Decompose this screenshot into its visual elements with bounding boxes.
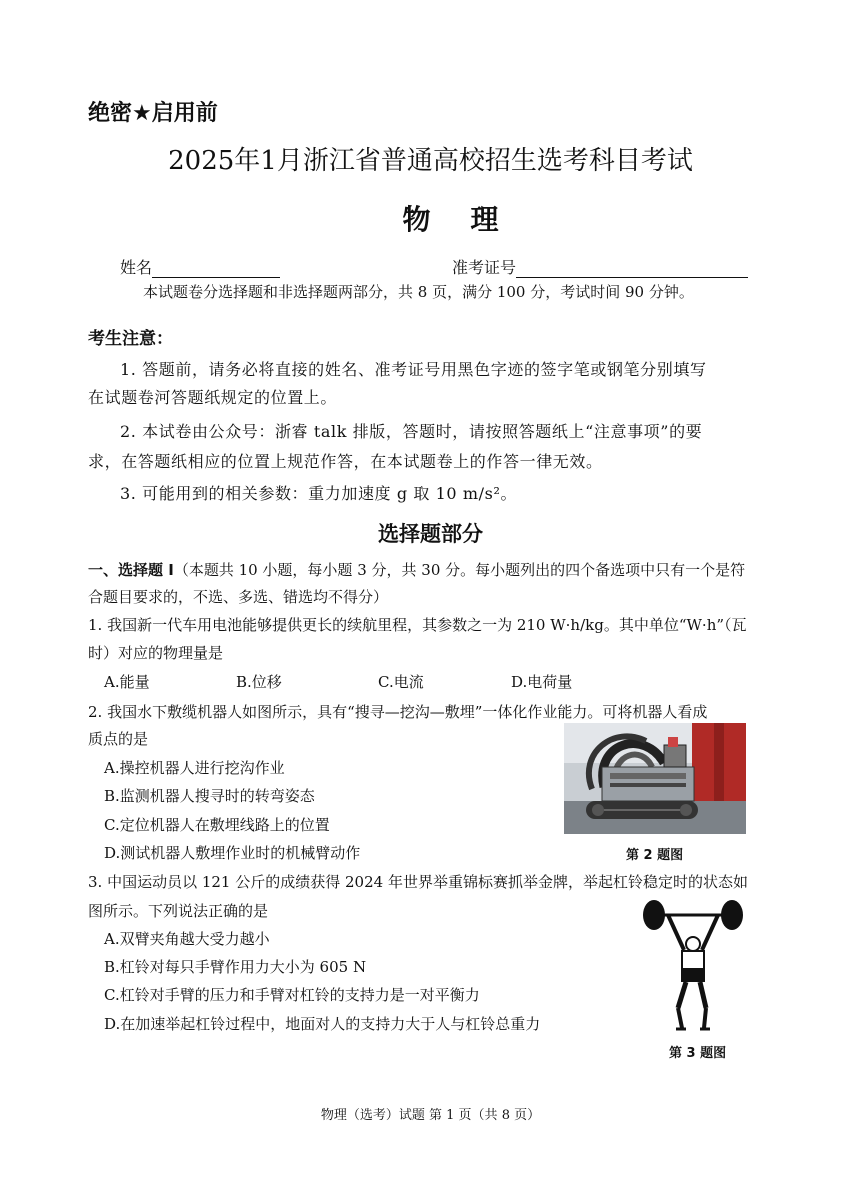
notice-item-1b: 在试题卷河答题纸规定的位置上。 <box>88 388 338 407</box>
q3-caption: 第 3 题图 <box>669 1046 727 1061</box>
q3-figure-weightlifter <box>640 898 746 1034</box>
id-blank[interactable] <box>516 259 748 278</box>
q3-option-d[interactable]: D.在加速举起杠铃过程中，地面对人的支持力大于人与杠铃总重力 <box>104 1015 541 1033</box>
part-label: 一、选择题 I <box>88 561 174 579</box>
q3-stem-b: 图所示。下列说法正确的是 <box>88 902 269 920</box>
q2-option-a[interactable]: A.操控机器人进行挖沟作业 <box>104 759 285 777</box>
name-blank[interactable] <box>152 259 280 278</box>
q2-caption: 第 2 题图 <box>626 848 684 863</box>
q2-option-d[interactable]: D.测试机器人敷埋作业时的机械臂动作 <box>104 844 361 862</box>
exam-info: 本试题卷分选择题和非选择题两部分，共 8 页，满分 100 分，考试时间 90 分钟。 <box>143 283 694 301</box>
notice-item-2a: 2. 本试卷由公众号：浙睿 talk 排版，答题时，请按照答题纸上“注意事项”的要 <box>120 422 703 441</box>
weightlifter-icon <box>640 898 746 1034</box>
notice-heading: 考生注意： <box>88 329 173 349</box>
q1-option-d[interactable]: D.电荷量 <box>511 673 573 691</box>
part-desc-a: （本题共 10 小题，每小题 3 分，共 30 分。每小题列出的四个备选项中只有一个是符 <box>173 561 746 579</box>
cable-robot-icon <box>564 723 746 834</box>
exam-title: 2025年1月浙江省普通高校招生选考科目考试 <box>168 146 693 176</box>
q1-option-a[interactable]: A.能量 <box>104 673 150 691</box>
q2-option-b[interactable]: B.监测机器人搜寻时的转弯姿态 <box>104 787 315 805</box>
notice-item-3: 3. 可能用到的相关参数：重力加速度 g 取 10 m/s²。 <box>120 484 518 503</box>
q3-option-b[interactable]: B.杠铃对每只手臂作用力大小为 605 N <box>104 958 367 976</box>
notice-item-2b: 求，在答题纸相应的位置上规范作答，在本试题卷上的作答一律无效。 <box>88 452 603 471</box>
q2-stem-b: 质点的是 <box>88 730 149 748</box>
q3-stem-a: 3. 中国运动员以 121 公斤的成绩获得 2024 年世界举重锦标赛抓举金牌，举起杠铃稳定时的状态如 <box>88 873 748 891</box>
name-label: 姓名 <box>120 258 153 277</box>
part-desc-b: 合题目要求的，不选、多选、错选均不得分） <box>88 588 389 606</box>
q1-stem-b: 时）对应的物理量是 <box>88 644 224 662</box>
id-field[interactable] <box>452 255 748 278</box>
subject-title: 物理 <box>402 203 539 236</box>
q1-stem-a: 1. 我国新一代车用电池能够提供更长的续航里程，其参数之一为 210 W·h/kg。其中单位“W·h”（瓦 <box>88 616 747 634</box>
name-field[interactable] <box>120 255 280 278</box>
q2-stem-a: 2. 我国水下敷缆机器人如图所示，具有“搜寻—挖沟—敷埋”一体化作业能力。可将机器人看成 <box>88 703 708 721</box>
part-heading <box>88 559 745 580</box>
q2-figure-robot <box>564 723 746 834</box>
page-footer: 物理（选考）试题 第 1 页（共 8 页） <box>320 1108 541 1123</box>
confidential-mark: 绝密★启用前 <box>88 101 218 126</box>
section-title: 选择题部分 <box>378 522 483 546</box>
q1-option-b[interactable]: B.位移 <box>236 673 282 691</box>
q3-option-a[interactable]: A.双臂夹角越大受力越小 <box>104 930 270 948</box>
q3-option-c[interactable]: C.杠铃对手臂的压力和手臂对杠铃的支持力是一对平衡力 <box>104 986 480 1004</box>
id-label: 准考证号 <box>452 258 517 277</box>
notice-item-1a: 1. 答题前，请务必将直接的姓名、准考证号用黑色字迹的签字笔或钢笔分别填写 <box>120 360 707 379</box>
q2-option-c[interactable]: C.定位机器人在敷埋线路上的位置 <box>104 816 330 834</box>
q1-option-c[interactable]: C.电流 <box>378 673 424 691</box>
